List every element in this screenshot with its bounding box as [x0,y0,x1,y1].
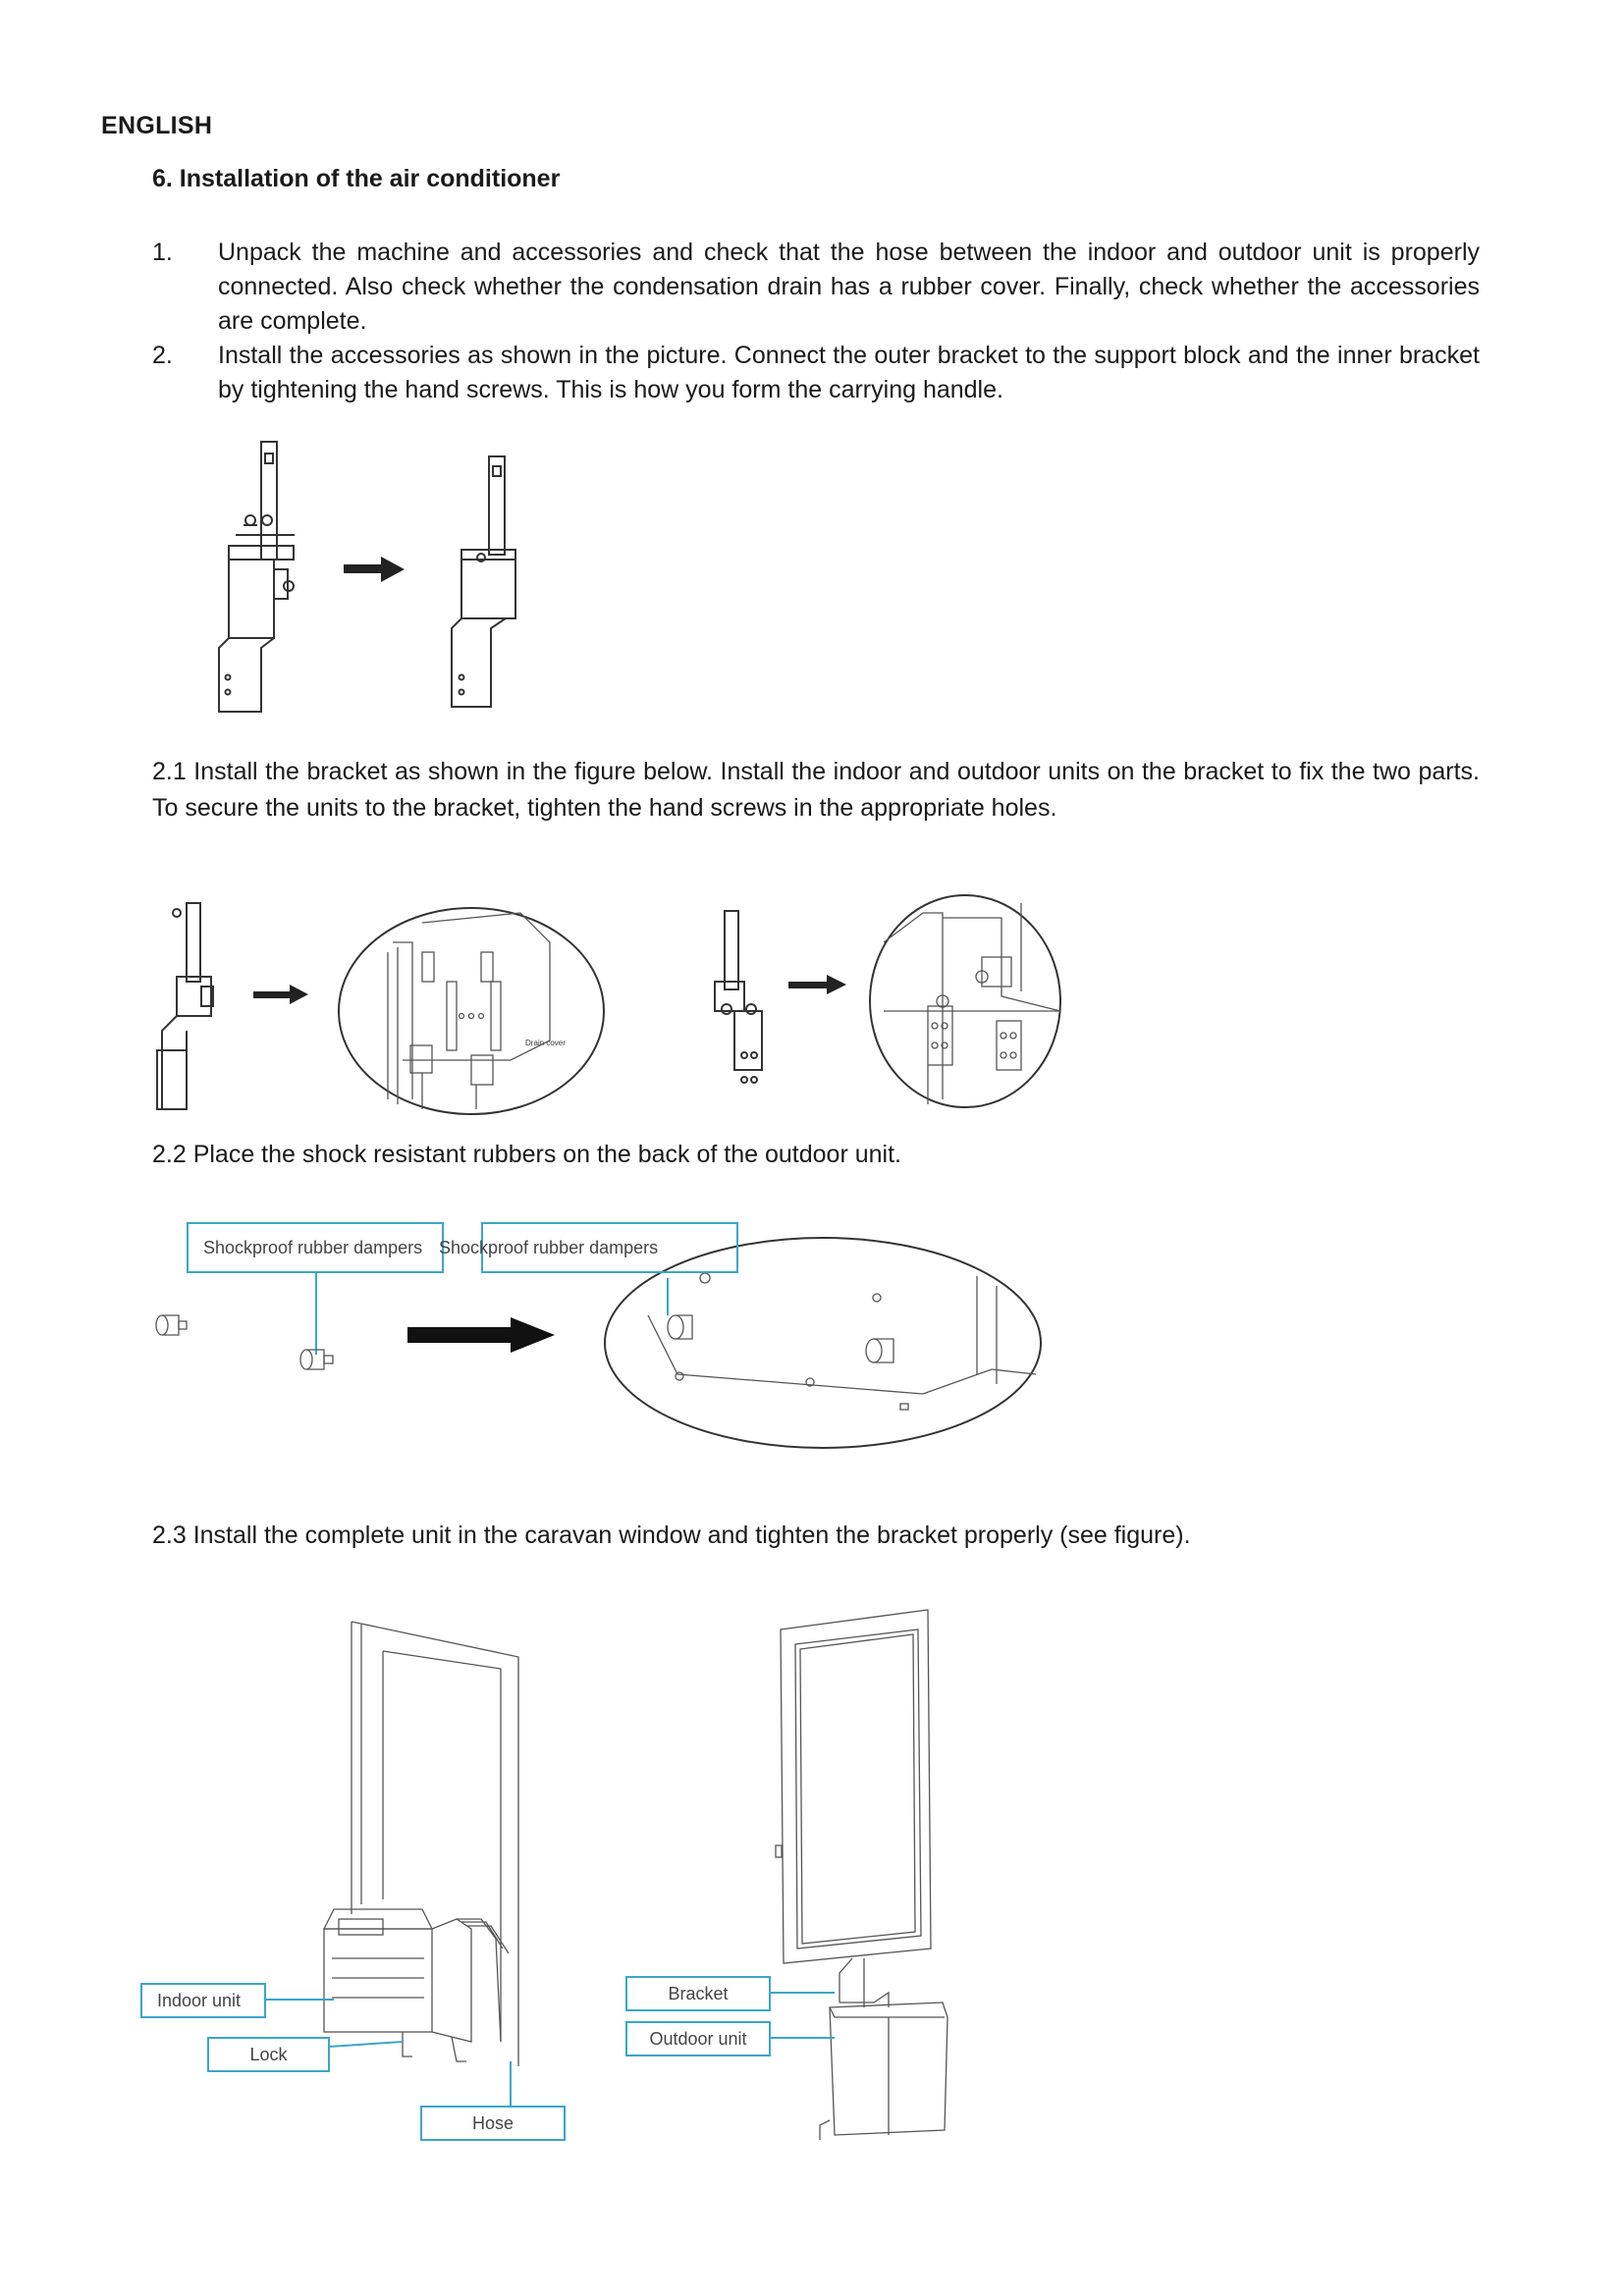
substep-2-1: 2.1 Install the bracket as shown in the figure below. Install the indoor and outdoor units on the bracket to fix the two parts. To secure the units to the bracket, tighten the hand screws in the appropriate holes. [152,758,1480,822]
rubber-dampers-callout-left: Shockproof rubber dampers [187,1222,444,1273]
step-text: Install the accessories as shown in the picture. Connect the outer bracket to the support block and the inner bracket by tightening the hand screws. This is how you form the carrying handle. [218,342,1480,403]
lock-callout: Lock [207,2037,330,2072]
language-heading: ENGLISH [101,112,213,139]
bracket-callout: Bracket [625,1976,771,2011]
hose-callout: Hose [420,2106,566,2141]
section-title: 6. Installation of the air conditioner [152,165,561,192]
step-number: 1. [152,239,173,266]
step-text: Unpack the machine and accessories and check that the hose between the indoor and outdoor unit is properly connected. Also check whether the condensation drain has a rubber cover. Finally, check whether the accessories are complete. [218,239,1480,335]
outdoor-unit-callout: Outdoor unit [625,2021,771,2056]
step-number: 2. [152,342,173,369]
drain-cover-label: Drain cover [525,1039,566,1047]
substep-2-2: 2.2 Place the shock resistant rubbers on the back of the outdoor unit. [152,1141,901,1168]
indoor-unit-callout: Indoor unit [140,1983,266,2018]
substep-2-3: 2.3 Install the complete unit in the caravan window and tighten the bracket properly (see figure). [152,1522,1191,1549]
rubber-dampers-label: Shockproof rubber dampers [439,1237,659,1257]
